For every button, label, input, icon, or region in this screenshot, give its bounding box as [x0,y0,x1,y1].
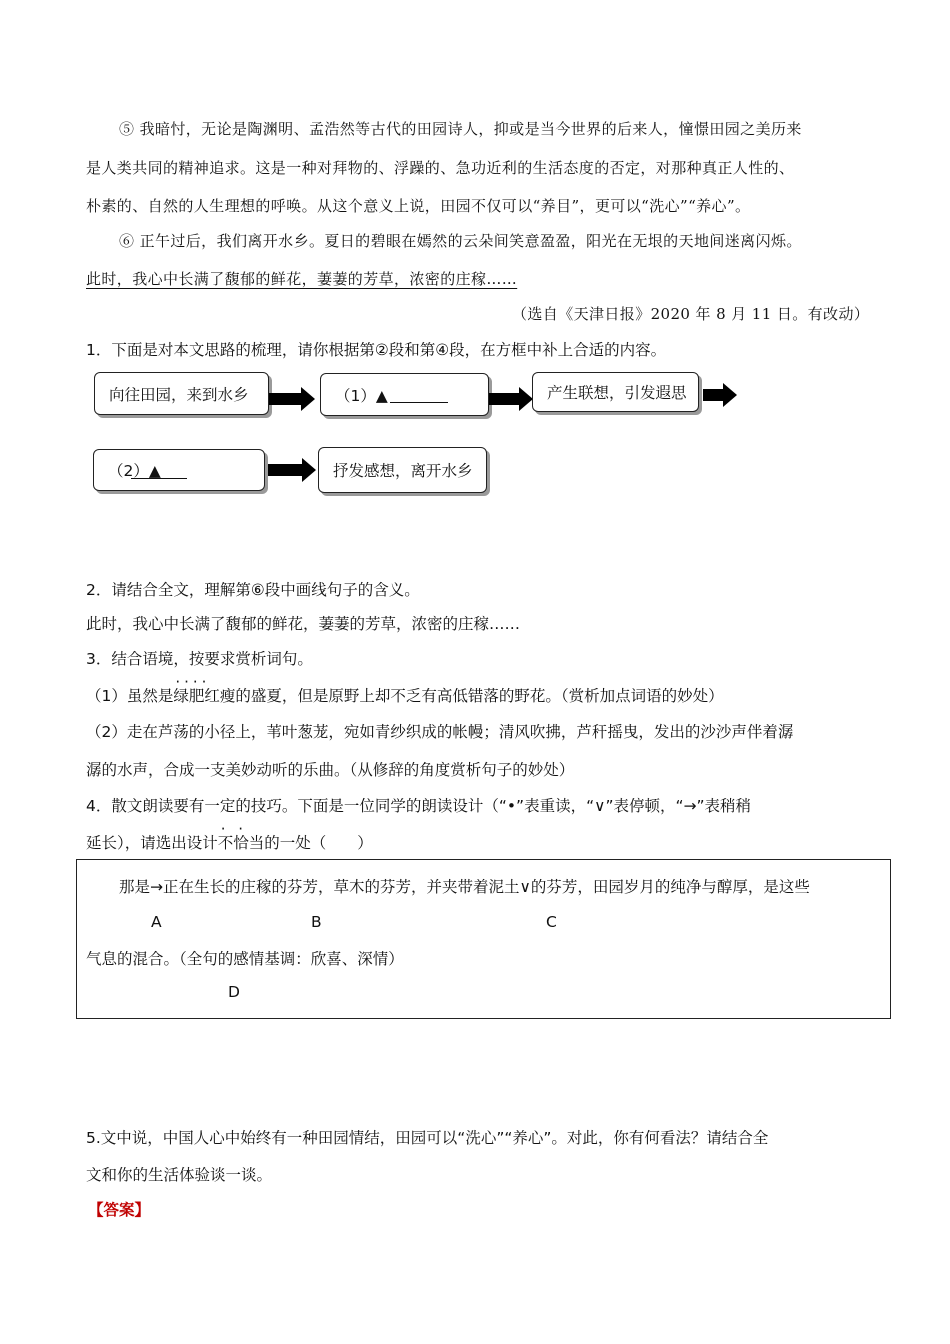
reading-design-line-2: 气息的混合。（全句的感情基调：欣喜、深情） [86,950,404,968]
flow-arrow-4 [268,464,316,476]
question-3-item-1: （1）虽然是···· 绿肥红瘦的盛夏，但是原野上却不乏有高低错落的野花。（赏析加点词语的妙处） [86,684,724,706]
source-citation: （选自《天津日报》2020 年 8 月 11 日。有改动） [512,305,870,323]
question-2-text: 2．请结合全文，理解第⑥段中画线句子的含义。 [86,581,420,599]
option-label-c[interactable]: C [546,913,557,931]
question-4-line-1: 4．散文朗读要有一定的技巧。下面是一位同学的朗读设计（“•”表重读，“∨”表停顿，“→”表稍稍 [86,797,752,815]
flow-box-1-label: 向往田园，来到水乡 [109,385,249,404]
paragraph-5-line-1: ⑤ 我暗忖，无论是陶渊明、孟浩然等古代的田园诗人，抑或是当今世界的后来人，憧憬田园之美历来 [119,120,802,138]
flow-box-5-label: 抒发感想，离开水乡 [333,462,473,480]
dotted-words-lv-fei-hong-shou: ···· 绿肥红瘦 [173,687,235,705]
answer-blank-1[interactable] [390,386,448,403]
answer-blank-2[interactable] [131,462,187,479]
flow-box-4-label: （2）▲ [108,462,161,480]
reading-design-line-1: 那是→正在生长的庄稼的芬芳，草木的芬芳，并夹带着泥土∨的芬芳，田园岁月的纯净与醇厚，是这些 [119,878,810,896]
question-5-line-2: 文和你的生活体验谈一谈。 [86,1166,273,1184]
paragraph-5-line-2: 是人类共同的精神追求。这是一种对拜物的、浮躁的、急功近利的生活态度的否定，对那种真正人性的、 [86,159,795,177]
flow-box-5 [318,447,487,493]
dotted-words-bu-qia: · · 不恰 [218,834,249,852]
flow-box-2 [320,373,489,416]
flow-box-1 [94,372,269,415]
paragraph-6-line-1: ⑥ 正午过后，我们离开水乡。夏日的碧眼在嫣然的云朵间笑意盈盈，阳光在无垠的天地间迷离闪烁。 [119,232,802,250]
question-3-item-2-line-1: （2）走在芦荡的小径上，苇叶葱茏，宛如青纱织成的帐幔；清风吹拂，芦秆摇曳，发出的沙沙声伴着潺 [86,723,794,741]
option-label-a[interactable]: A [151,913,162,931]
flow-arrow-1 [269,393,315,405]
question-2-quote: 此时，我心中长满了馥郁的鲜花，萋萋的芳草，浓密的庄稼…… [86,615,521,633]
question-4-line-2: 延长），请选出设计· · 不恰当的一处（ ） [86,831,373,853]
flow-box-3 [532,372,699,412]
question-3-text: 3．结合语境，按要求赏析词句。 [86,650,313,668]
flow-arrow-2 [489,393,533,405]
paragraph-6-underlined-sentence: 此时，我心中长满了馥郁的鲜花，萋萋的芳草，浓密的庄稼…… [86,270,518,288]
flow-box-2-label: （1）▲ [335,386,388,405]
flow-box-4 [93,449,265,491]
flow-box-3-label: 产生联想，引发遐思 [547,384,687,402]
answer-label: 【答案】 [88,1201,151,1219]
question-1-text: 1．下面是对本文思路的梳理，请你根据第②段和第④段，在方框中补上合适的内容。 [86,341,667,359]
question-3-item-2-line-2: 潺的水声，合成一支美妙动听的乐曲。（从修辞的角度赏析句子的妙处） [86,761,575,779]
paragraph-5-line-3: 朴素的、自然的人生理想的呼唤。从这个意义上说，田园不仅可以“养目”，更可以“洗心”“养心”。 [86,197,751,215]
option-label-d[interactable]: D [228,983,240,1001]
flow-arrow-3 [703,389,737,401]
question-5-line-1: 5.文中说，中国人心中始终有一种田园情结，田园可以“洗心”“养心”。对此，你有何看法？请结合全 [86,1129,769,1147]
option-label-b[interactable]: B [311,913,322,931]
